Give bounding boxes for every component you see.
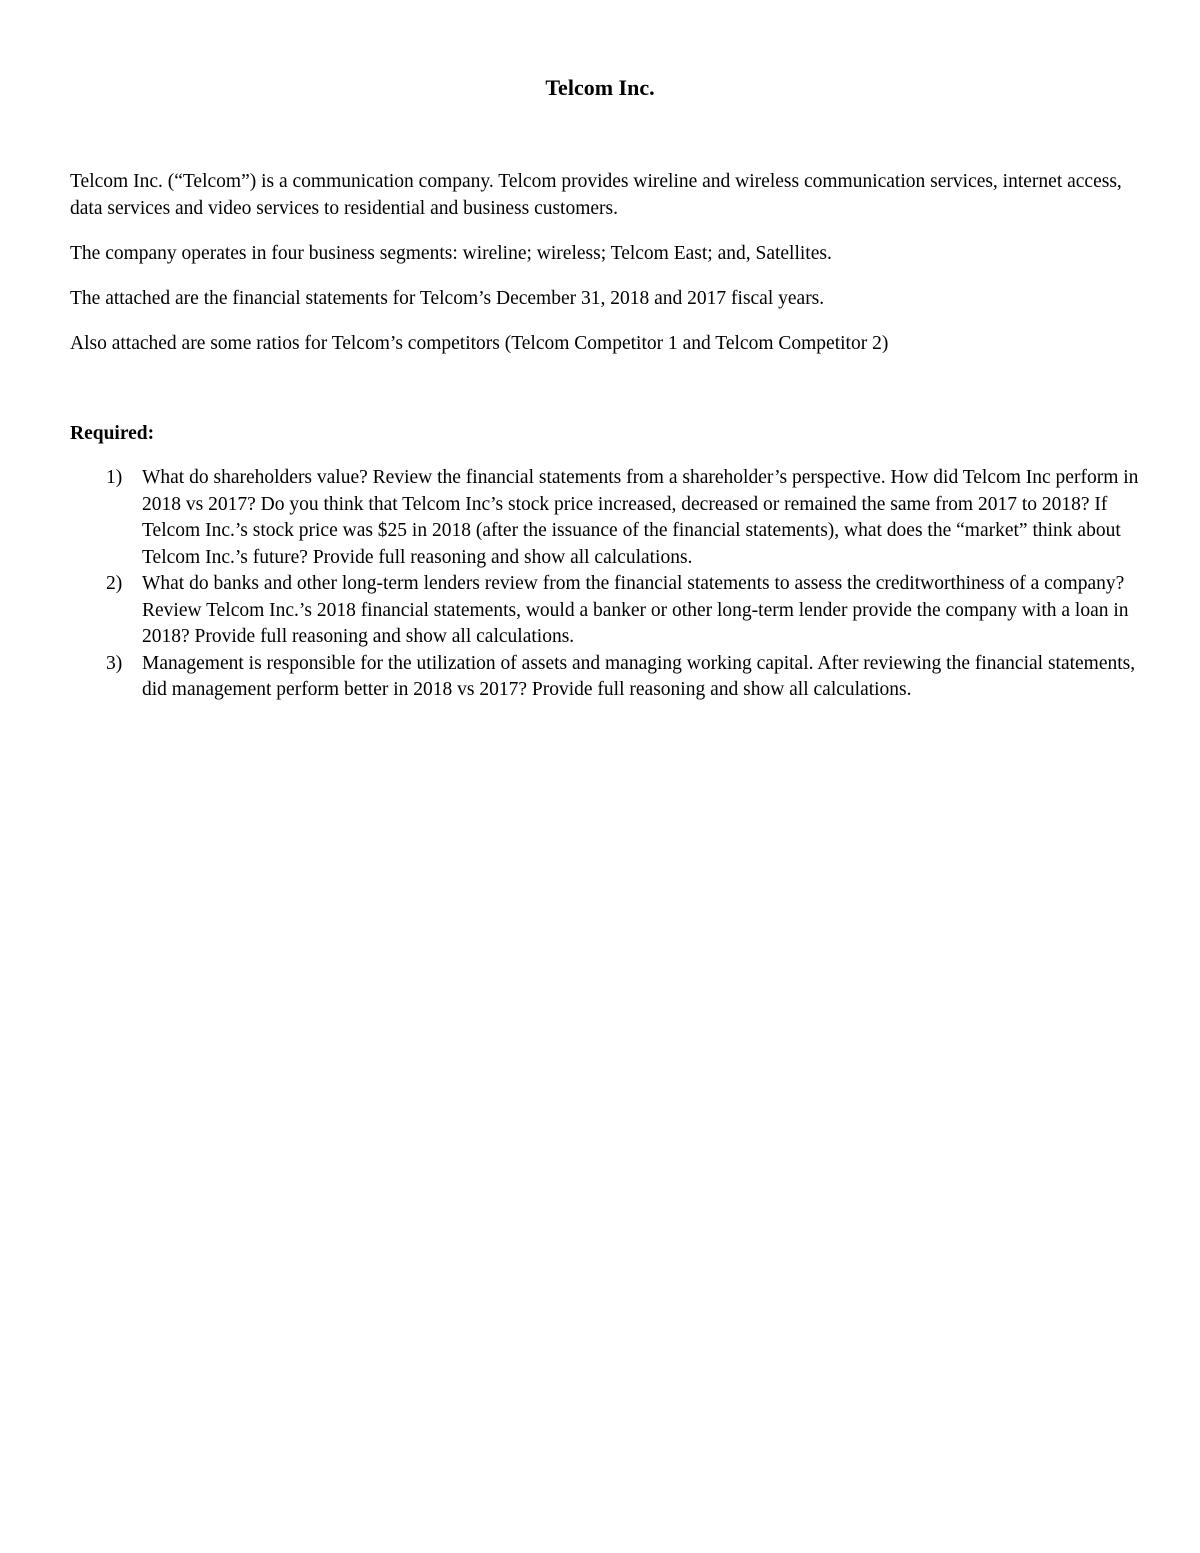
question-text: Management is responsible for the utilization of assets and managing working capital. After reviewing the financial statements, did management perform better in 2018 vs 2017? Provide full reasoning and show all calculations. — [142, 652, 1136, 700]
question-text: What do banks and other long-term lenders review from the financial statements to assess the creditworthiness of a company? Review Telcom Inc.’s 2018 financial statements, would a banker or other long-term lender provide the company with a loan in 2018? Provide full reasoning and show all calculations. — [142, 573, 1129, 647]
financial-statements-paragraph: The attached are the financial statements for Telcom’s December 31, 2018 and 2017 fiscal years. — [70, 288, 825, 309]
required-heading: Required: — [70, 423, 155, 444]
questions-list — [70, 465, 1140, 704]
question-item — [70, 571, 1140, 651]
question-text: What do shareholders value? Review the financial statements from a shareholder’s perspective. How did Telcom Inc perform in 2018 vs 2017? Do you think that Telcom Inc’s stock price increased, decreased or remained the same from 2017 to 2018? If Telcom Inc.’s stock price was $25 in 2018 (after the issuance of the financial statements), what does the “market” think about Telcom Inc.’s future? Provide full reasoning and show all calculations. — [142, 467, 1139, 568]
question-number: 2) — [106, 573, 123, 594]
question-number: 3) — [106, 652, 123, 674]
intro-paragraph: Telcom Inc. (“Telcom”) is a communication company. Telcom provides wireline and wireless communication services, internet access, data services and video services to residential and business customers. — [70, 171, 1122, 219]
document-title: Telcom Inc. — [545, 75, 655, 100]
segments-paragraph: The company operates in four business segments: wireline; wireless; Telcom East; and, Satellites. — [70, 243, 832, 264]
question-item — [70, 465, 1140, 571]
question-number: 1) — [106, 467, 123, 488]
competitors-paragraph: Also attached are some ratios for Telcom’s competitors (Telcom Competitor 1 and Telcom Competitor 2) — [70, 333, 889, 354]
intro-section — [70, 168, 1130, 375]
question-item — [70, 651, 1140, 704]
